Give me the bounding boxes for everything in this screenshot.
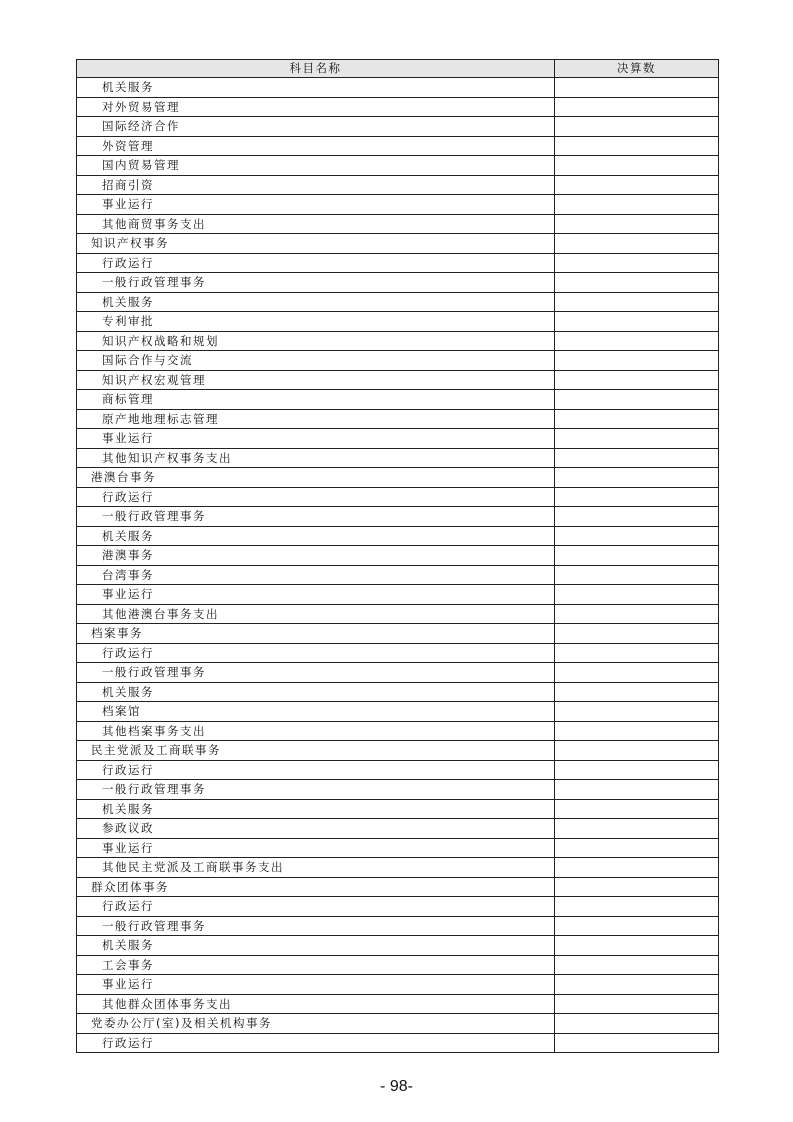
row-final-amount xyxy=(555,195,719,215)
table-row xyxy=(77,858,719,878)
row-final-amount xyxy=(555,780,719,800)
table-row xyxy=(77,643,719,663)
table-row xyxy=(77,448,719,468)
row-subject-name: 行政运行 xyxy=(77,760,555,780)
table-row xyxy=(77,624,719,644)
table-row xyxy=(77,1014,719,1034)
table-row xyxy=(77,234,719,254)
row-final-amount xyxy=(555,448,719,468)
row-subject-name: 知识产权战略和规划 xyxy=(77,331,555,351)
table-row xyxy=(77,156,719,176)
row-subject-name: 事业运行 xyxy=(77,429,555,449)
row-final-amount xyxy=(555,721,719,741)
table-row xyxy=(77,429,719,449)
row-subject-name: 对外贸易管理 xyxy=(77,97,555,117)
row-subject-name: 群众团体事务 xyxy=(77,877,555,897)
row-final-amount xyxy=(555,273,719,293)
row-final-amount xyxy=(555,468,719,488)
row-subject-name: 国际经济合作 xyxy=(77,117,555,137)
row-subject-name: 档案事务 xyxy=(77,624,555,644)
row-final-amount xyxy=(555,331,719,351)
row-subject-name: 事业运行 xyxy=(77,585,555,605)
table-row xyxy=(77,780,719,800)
row-final-amount xyxy=(555,117,719,137)
row-final-amount xyxy=(555,312,719,332)
table-row xyxy=(77,585,719,605)
table-row xyxy=(77,916,719,936)
table-row xyxy=(77,819,719,839)
row-final-amount xyxy=(555,429,719,449)
row-subject-name: 行政运行 xyxy=(77,253,555,273)
row-subject-name: 机关服务 xyxy=(77,78,555,98)
row-subject-name: 行政运行 xyxy=(77,897,555,917)
table-row xyxy=(77,507,719,527)
row-subject-name: 一般行政管理事务 xyxy=(77,780,555,800)
row-subject-name: 专利审批 xyxy=(77,312,555,332)
row-subject-name: 工会事务 xyxy=(77,955,555,975)
row-subject-name: 行政运行 xyxy=(77,643,555,663)
table-row xyxy=(77,487,719,507)
table-row xyxy=(77,78,719,98)
row-subject-name: 港澳事务 xyxy=(77,546,555,566)
table-row xyxy=(77,799,719,819)
row-subject-name: 知识产权事务 xyxy=(77,234,555,254)
row-final-amount xyxy=(555,975,719,995)
table-row xyxy=(77,546,719,566)
row-subject-name: 一般行政管理事务 xyxy=(77,663,555,683)
row-final-amount xyxy=(555,877,719,897)
table-row xyxy=(77,838,719,858)
row-subject-name: 原产地地理标志管理 xyxy=(77,409,555,429)
table-row xyxy=(77,1033,719,1053)
header-subject-name: 科目名称 xyxy=(77,60,555,78)
row-final-amount xyxy=(555,97,719,117)
row-final-amount xyxy=(555,507,719,527)
row-subject-name: 一般行政管理事务 xyxy=(77,916,555,936)
row-final-amount xyxy=(555,819,719,839)
table-row xyxy=(77,721,719,741)
table-row xyxy=(77,195,719,215)
row-subject-name: 事业运行 xyxy=(77,195,555,215)
table-body xyxy=(77,78,719,1053)
table-row xyxy=(77,253,719,273)
table-row xyxy=(77,994,719,1014)
row-final-amount xyxy=(555,409,719,429)
row-subject-name: 机关服务 xyxy=(77,526,555,546)
row-subject-name: 机关服务 xyxy=(77,799,555,819)
row-final-amount xyxy=(555,643,719,663)
row-subject-name: 港澳台事务 xyxy=(77,468,555,488)
table-row xyxy=(77,312,719,332)
row-subject-name: 商标管理 xyxy=(77,390,555,410)
row-final-amount xyxy=(555,156,719,176)
table-row xyxy=(77,565,719,585)
row-subject-name: 国内贸易管理 xyxy=(77,156,555,176)
table-row xyxy=(77,390,719,410)
table-row xyxy=(77,370,719,390)
row-final-amount xyxy=(555,702,719,722)
row-subject-name: 其他知识产权事务支出 xyxy=(77,448,555,468)
table-row xyxy=(77,292,719,312)
row-subject-name: 外资管理 xyxy=(77,136,555,156)
table-row xyxy=(77,975,719,995)
row-subject-name: 知识产权宏观管理 xyxy=(77,370,555,390)
row-final-amount xyxy=(555,916,719,936)
row-final-amount xyxy=(555,604,719,624)
row-subject-name: 党委办公厅(室)及相关机构事务 xyxy=(77,1014,555,1034)
row-final-amount xyxy=(555,370,719,390)
row-subject-name: 一般行政管理事务 xyxy=(77,507,555,527)
row-subject-name: 参政议政 xyxy=(77,819,555,839)
row-final-amount xyxy=(555,253,719,273)
row-final-amount xyxy=(555,565,719,585)
row-subject-name: 招商引资 xyxy=(77,175,555,195)
row-final-amount xyxy=(555,214,719,234)
row-final-amount xyxy=(555,526,719,546)
row-subject-name: 机关服务 xyxy=(77,292,555,312)
table-row xyxy=(77,97,719,117)
row-final-amount xyxy=(555,682,719,702)
row-subject-name: 其他商贸事务支出 xyxy=(77,214,555,234)
row-subject-name: 其他民主党派及工商联事务支出 xyxy=(77,858,555,878)
row-subject-name: 档案馆 xyxy=(77,702,555,722)
row-final-amount xyxy=(555,1033,719,1053)
row-subject-name: 事业运行 xyxy=(77,838,555,858)
row-subject-name: 机关服务 xyxy=(77,936,555,956)
row-subject-name: 一般行政管理事务 xyxy=(77,273,555,293)
table-row xyxy=(77,214,719,234)
table-row xyxy=(77,526,719,546)
table-row xyxy=(77,351,719,371)
row-final-amount xyxy=(555,175,719,195)
row-final-amount xyxy=(555,936,719,956)
budget-table xyxy=(76,59,719,1053)
table-row xyxy=(77,897,719,917)
table-row xyxy=(77,175,719,195)
row-final-amount xyxy=(555,897,719,917)
table-row xyxy=(77,955,719,975)
row-final-amount xyxy=(555,955,719,975)
row-final-amount xyxy=(555,624,719,644)
row-final-amount xyxy=(555,487,719,507)
table-row xyxy=(77,663,719,683)
row-final-amount xyxy=(555,838,719,858)
row-final-amount xyxy=(555,351,719,371)
row-subject-name: 其他档案事务支出 xyxy=(77,721,555,741)
row-subject-name: 国际合作与交流 xyxy=(77,351,555,371)
row-final-amount xyxy=(555,136,719,156)
table-row xyxy=(77,136,719,156)
row-subject-name: 事业运行 xyxy=(77,975,555,995)
row-final-amount xyxy=(555,292,719,312)
table-row xyxy=(77,682,719,702)
table-row xyxy=(77,468,719,488)
header-final-amount: 决算数 xyxy=(555,60,719,78)
row-final-amount xyxy=(555,663,719,683)
table-row xyxy=(77,273,719,293)
page-number: - 98- xyxy=(380,1078,413,1095)
table-row xyxy=(77,409,719,429)
row-final-amount xyxy=(555,760,719,780)
table-row xyxy=(77,741,719,761)
row-final-amount xyxy=(555,858,719,878)
row-subject-name: 行政运行 xyxy=(77,487,555,507)
row-subject-name: 机关服务 xyxy=(77,682,555,702)
table-row xyxy=(77,760,719,780)
row-final-amount xyxy=(555,741,719,761)
table-row xyxy=(77,877,719,897)
row-subject-name: 台湾事务 xyxy=(77,565,555,585)
row-final-amount xyxy=(555,994,719,1014)
table-row xyxy=(77,331,719,351)
table-row xyxy=(77,604,719,624)
row-final-amount xyxy=(555,78,719,98)
row-subject-name: 其他港澳台事务支出 xyxy=(77,604,555,624)
row-subject-name: 行政运行 xyxy=(77,1033,555,1053)
table-row xyxy=(77,936,719,956)
row-final-amount xyxy=(555,390,719,410)
table-row xyxy=(77,702,719,722)
row-final-amount xyxy=(555,585,719,605)
row-final-amount xyxy=(555,799,719,819)
row-subject-name: 其他群众团体事务支出 xyxy=(77,994,555,1014)
row-final-amount xyxy=(555,1014,719,1034)
table-row xyxy=(77,117,719,137)
row-subject-name: 民主党派及工商联事务 xyxy=(77,741,555,761)
row-final-amount xyxy=(555,234,719,254)
table-header-row xyxy=(77,60,719,78)
row-final-amount xyxy=(555,546,719,566)
